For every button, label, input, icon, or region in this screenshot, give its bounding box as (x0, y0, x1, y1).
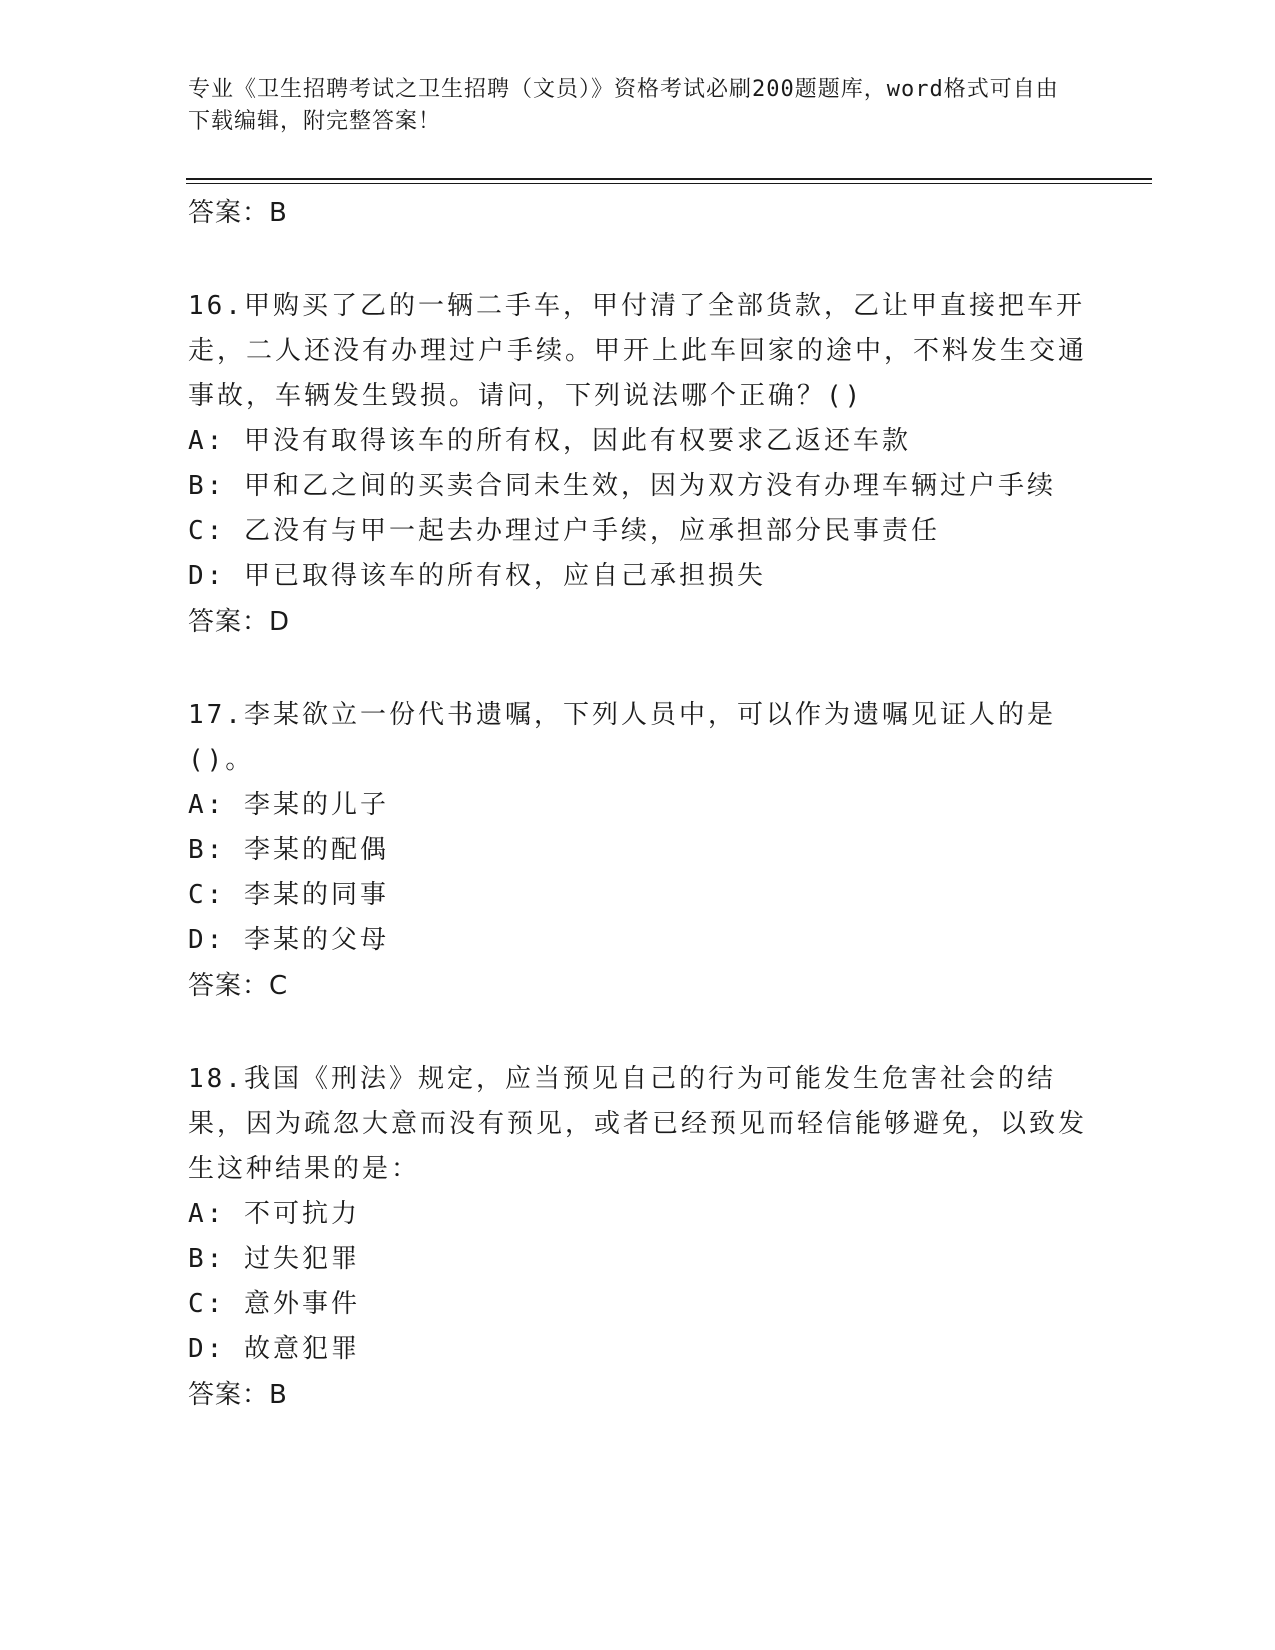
header-divider-thick (186, 178, 1152, 180)
previous-question-answer: 答案：B (188, 198, 288, 228)
option-d: D: 故意犯罪 (188, 1334, 360, 1364)
question-stem: 17.李某欲立一份代书遗嘱，下列人员中，可以作为遗嘱见证人的是()。 (188, 700, 1056, 775)
option-a: A: 甲没有取得该车的所有权，因此有权要求乙返还车款 (188, 426, 911, 456)
question-stem: 18.我国《刑法》规定，应当预见自己的行为可能发生危害社会的结果，因为疏忽大意而没有预见，或者已经预见而轻信能够避免，以致发生这种结果的是： (188, 1064, 1088, 1184)
option-d: D: 甲已取得该车的所有权，应自己承担损失 (188, 561, 766, 591)
option-a: A: 李某的儿子 (188, 790, 389, 820)
option-b: B: 过失犯罪 (188, 1244, 360, 1274)
option-b: B: 李某的配偶 (188, 835, 389, 865)
question-stem: 16.甲购买了乙的一辆二手车，甲付清了全部货款，乙让甲直接把车开走，二人还没有办理过户手续。甲开上此车回家的途中，不料发生交通事故，车辆发生毁损。请问，下列说法哪个正确？() (188, 291, 1088, 411)
question-answer: 答案：C (188, 971, 289, 1001)
question-answer: 答案：B (188, 1380, 288, 1410)
page-header: 专业《卫生招聘考试之卫生招聘（文员）》资格考试必刷200题题库，word格式可自由下载编辑，附完整答案！ (188, 77, 1059, 134)
option-d: D: 李某的父母 (188, 925, 389, 955)
option-c: C: 乙没有与甲一起去办理过户手续，应承担部分民事责任 (188, 516, 940, 546)
option-c: C: 意外事件 (188, 1289, 360, 1319)
header-divider-thin (186, 183, 1152, 184)
question-answer: 答案：D (188, 607, 291, 637)
question-18 (188, 1057, 1088, 1418)
option-b: B: 甲和乙之间的买卖合同未生效，因为双方没有办理车辆过户手续 (188, 471, 1056, 501)
option-a: A: 不可抗力 (188, 1199, 360, 1229)
question-16 (188, 284, 1088, 645)
question-17 (188, 693, 1088, 1009)
document-body (188, 188, 1088, 1418)
option-c: C: 李某的同事 (188, 880, 389, 910)
